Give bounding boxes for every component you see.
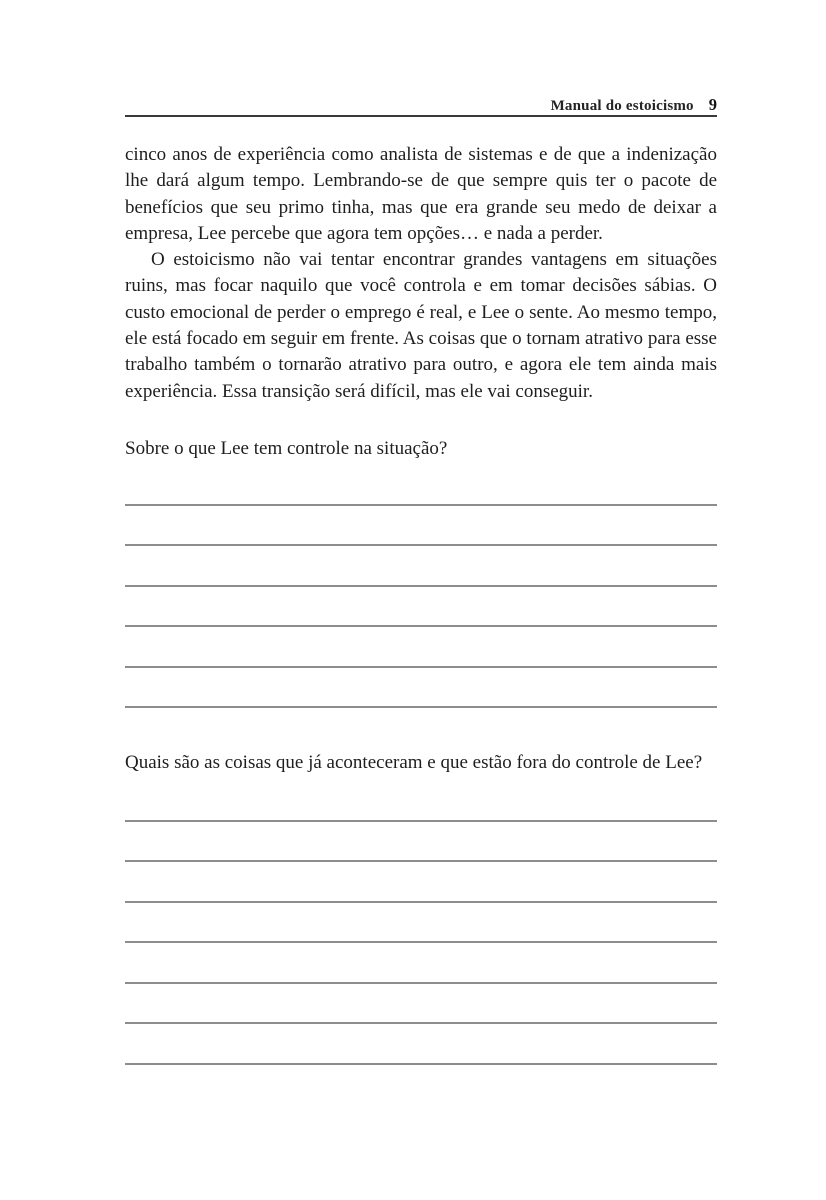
page-number: 9 [708,95,717,114]
answer-line [125,943,717,984]
running-head-rule [125,115,717,117]
answer-line [125,1024,717,1065]
body-text [125,142,717,405]
worksheet-question-2: Quais são as coisas que já aconteceram e que estão fora do controle de Lee? [125,752,703,773]
answer-line [125,587,717,628]
answer-line [125,781,717,822]
running-head-title: Manual do estoicismo [550,98,694,114]
answer-line [125,546,717,587]
running-head [125,95,717,115]
answer-line [125,862,717,903]
answer-line [125,822,717,863]
paragraph-stoicism: O estoicismo não vai tentar encontrar grandes vantagens em situações ruins, mas focar naquilo que você controla e em tomar decisões sábias. O custo emocional de perder o emprego é real, e Lee o sente. Ao mesmo tempo, ele está focado em seguir em frente. As coisas que o tornam atrativo para esse trabalho também o tornarão atrativo para outro, e agora ele tem ainda mais experiência. Essa transição será difícil, mas ele vai conseguir. [125,249,717,402]
answer-line [125,984,717,1025]
answer-line [125,465,717,506]
answer-line [125,903,717,944]
answer-line [125,668,717,709]
answer-line [125,627,717,668]
answer-lines-section-1 [125,465,717,708]
answer-lines-section-2 [125,781,717,1065]
paragraph-continuation: cinco anos de experiência como analista de sistemas e de que a indenização lhe dará algum tempo. Lembrando-se de que sempre quis ter o pacote de benefícios que seu primo tinha, mas que era grande seu medo de deixar a empresa, Lee percebe que agora tem opções… e nada a perder. [125,144,717,244]
worksheet-question-1: Sobre o que Lee tem controle na situação? [125,438,448,459]
answer-line [125,506,717,547]
